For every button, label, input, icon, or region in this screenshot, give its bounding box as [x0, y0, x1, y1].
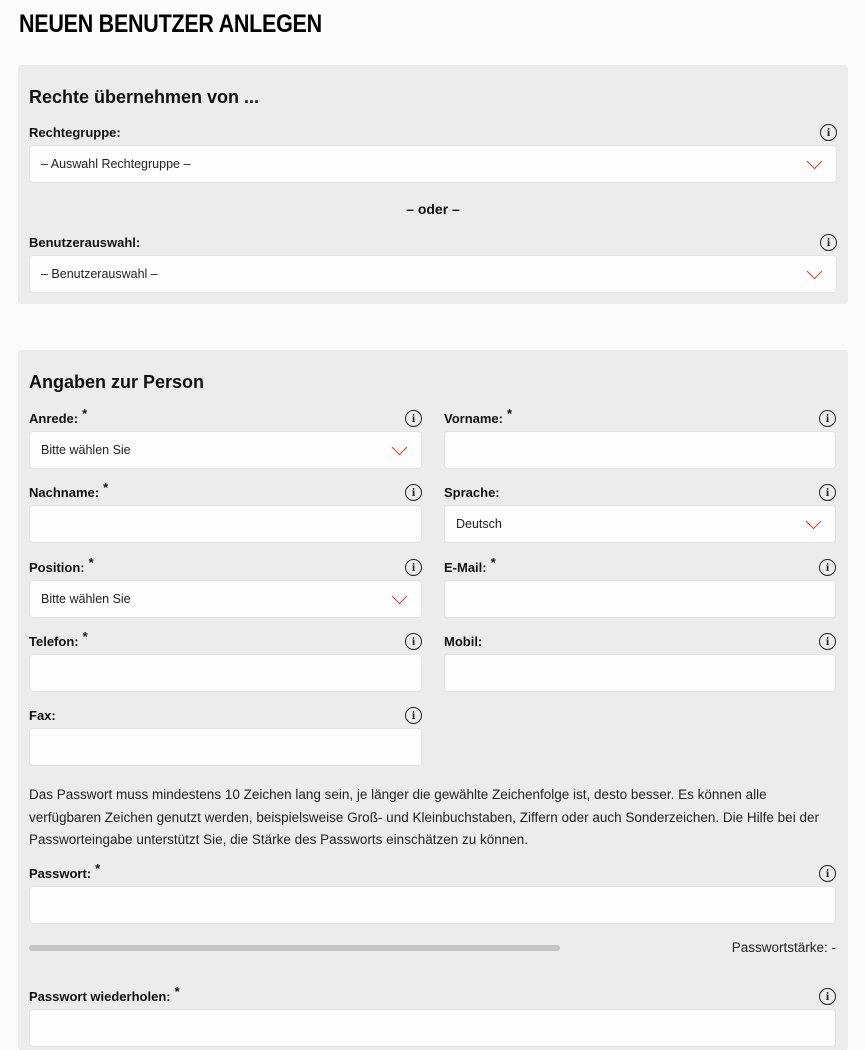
- anrede-label: Anrede: *: [29, 406, 88, 426]
- email-field: [444, 555, 836, 618]
- passwort-label: Passwort: *: [29, 861, 101, 881]
- person-heading: Angaben zur Person: [29, 372, 205, 392]
- mobil-input[interactable]: [444, 654, 836, 692]
- anrede-field: [29, 406, 422, 469]
- fax-label: Fax:: [29, 708, 56, 723]
- position-field: [29, 555, 422, 618]
- required-mark: *: [490, 555, 496, 570]
- info-icon[interactable]: i: [819, 988, 836, 1005]
- email-input[interactable]: [444, 580, 836, 618]
- required-mark: *: [82, 629, 88, 644]
- chevron-down-icon: [807, 154, 823, 170]
- telefon-input[interactable]: [29, 654, 422, 692]
- info-icon[interactable]: i: [405, 707, 422, 724]
- sprache-select[interactable]: [444, 505, 836, 543]
- passwort-wiederholen-label: Passwort wiederholen: *: [29, 984, 180, 1004]
- page-title: NEUEN BENUTZER ANLEGEN: [19, 10, 322, 38]
- required-mark: *: [95, 861, 101, 876]
- rechtegruppe-field: [29, 125, 837, 183]
- or-separator: – oder –: [406, 201, 460, 217]
- email-label: E-Mail: *: [444, 555, 496, 575]
- position-label: Position: *: [29, 555, 94, 575]
- password-strength-label: Passwortstärke: -: [731, 940, 836, 955]
- position-select[interactable]: [29, 580, 422, 618]
- info-icon[interactable]: i: [819, 484, 836, 501]
- rights-heading: Rechte übernehmen von ...: [29, 87, 260, 107]
- sprache-label: Sprache:: [444, 485, 500, 500]
- nachname-field: [29, 480, 422, 543]
- info-icon[interactable]: i: [820, 234, 837, 251]
- benutzerauswahl-select[interactable]: [29, 255, 837, 293]
- required-mark: *: [88, 555, 94, 570]
- mobil-field: [444, 634, 836, 692]
- required-mark: *: [82, 406, 88, 421]
- vorname-label: Vorname: *: [444, 406, 513, 426]
- nachname-input[interactable]: [29, 505, 422, 543]
- password-strength-bar: [29, 945, 560, 951]
- telefon-label: Telefon: *: [29, 629, 88, 649]
- passwort-wiederholen-input[interactable]: [29, 1009, 836, 1047]
- sprache-value: Deutsch: [456, 517, 502, 531]
- info-icon[interactable]: i: [819, 410, 836, 427]
- required-mark: *: [507, 406, 513, 421]
- info-icon[interactable]: i: [819, 865, 836, 882]
- anrede-select[interactable]: [29, 431, 422, 469]
- anrede-value: Bitte wählen Sie: [41, 443, 131, 457]
- fax-field: [29, 708, 422, 766]
- info-icon[interactable]: i: [405, 633, 422, 650]
- chevron-down-icon: [807, 264, 823, 280]
- password-hint: Das Passwort muss mindestens 10 Zeichen lang sein, je länger die gewählte Zeichenfolge ist, desto besser. Es können alle verfügbaren Zeichen genutzt werden, beispielsweise Groß- und Kleinbuchstaben, Ziffern oder auch Sonderzeichen. Die Hilfe bei der Passworteingabe unterstützt Sie, die Stärke des Passworts einschätzen zu können.: [29, 787, 819, 847]
- vorname-input[interactable]: [444, 431, 836, 469]
- rights-panel: [18, 65, 848, 304]
- mobil-label: Mobil:: [444, 634, 483, 649]
- info-icon[interactable]: i: [405, 410, 422, 427]
- benutzerauswahl-label: Benutzerauswahl:: [29, 235, 141, 250]
- person-panel: [18, 350, 848, 1050]
- info-icon[interactable]: i: [819, 633, 836, 650]
- info-icon[interactable]: i: [819, 559, 836, 576]
- rechtegruppe-select[interactable]: [29, 145, 837, 183]
- passwort-field: [29, 861, 836, 924]
- chevron-down-icon: [806, 514, 822, 530]
- passwort-wiederholen-field: [29, 984, 836, 1047]
- vorname-field: [444, 406, 836, 469]
- nachname-label: Nachname: *: [29, 480, 109, 500]
- required-mark: *: [174, 984, 180, 999]
- info-icon[interactable]: i: [405, 559, 422, 576]
- sprache-field: [444, 485, 836, 543]
- chevron-down-icon: [392, 440, 408, 456]
- info-icon[interactable]: i: [405, 484, 422, 501]
- fax-input[interactable]: [29, 728, 422, 766]
- position-value: Bitte wählen Sie: [41, 592, 131, 606]
- rechtegruppe-label: Rechtegruppe:: [29, 125, 121, 140]
- passwort-input[interactable]: [29, 886, 836, 924]
- telefon-field: [29, 629, 422, 692]
- chevron-down-icon: [392, 589, 408, 605]
- required-mark: *: [103, 480, 109, 495]
- rechtegruppe-value: – Auswahl Rechtegruppe –: [41, 157, 191, 171]
- benutzerauswahl-field: [29, 235, 837, 293]
- benutzerauswahl-value: – Benutzerauswahl –: [41, 267, 158, 281]
- info-icon[interactable]: i: [820, 124, 837, 141]
